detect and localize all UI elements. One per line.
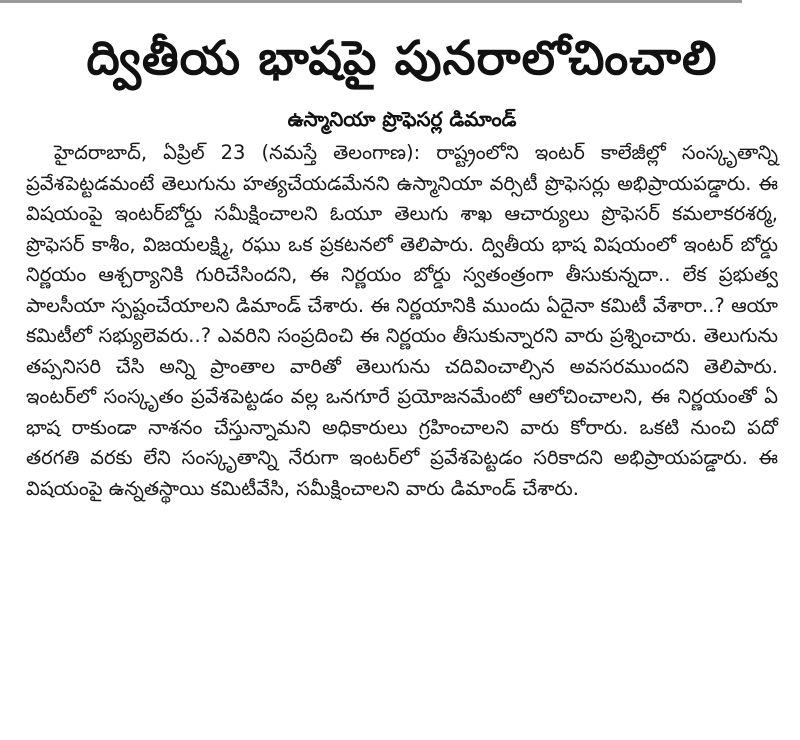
newspaper-clipping xyxy=(22,22,782,722)
article-subheadline: ఉస్మానియా ప్రొఫెసర్ల డిమాండ్ xyxy=(287,107,517,131)
article-body: హైదరాబాద్, ఏప్రిల్ 23 (నమస్తే తెలంగాణ): రాష్ట్రంలోని ఇంటర్ కాలేజీల్లో సంస్కృతాన్ని ప్రవేశపెట్టడమంటే తెలుగును హత్యచేయడమేనని ఉస్మానియా వర్సిటీ ప్రొఫెసర్లు అభిప్రాయపడ్డారు. ఈ విషయంపై ఇంటర్‌బోర్డు సమీక్షించాలని ఓయూ తెలుగు శాఖ ఆచార్యులు ప్రొఫెసర్ కమలాకరశర్మ, ప్రొఫెసర్ కాశీం, విజయలక్ష్మి, రఘు ఒక ప్రకటనలో తెలిపారు. ద్వితీయ భాష విషయంలో ఇంటర్ బోర్డు నిర్ణయం ఆశ్చర్యానికి గురిచేసిందని, ఈ నిర్ణయం బోర్డు స్వతంత్రంగా తీసుకున్నదా.. లేక ప్రభుత్వ పాలసీయా స్పష్టంచేయాలని డిమాండ్ చేశారు. ఈ నిర్ణయానికి ముందు ఏదైనా కమిటీ వేశారా..? ఆయా కమిటీలో సభ్యులెవరు..? ఎవరిని సంప్రదించి ఈ నిర్ణయం తీసుకున్నారని వారు ప్రశ్నించారు. తెలుగును తప్పనిసరి చేసి అన్ని ప్రాంతాల వారితో తెలుగును చదివించాల్సిన అవసరముందని తెలిపారు. ఇంటర్‌లో సంస్కృతం ప్రవేశపెట్టడం వల్ల ఒనగూరే ప్రయోజనమేంటో ఆలోచించాలని, ఈ నిర్ణయంతో ఏ భాష రాకుండా నాశనం చేస్తున్నామని అధికారులు గ్రహించాలని వారు కోరారు. ఒకటి నుంచి పదో తరగతి వరకు లేని సంస్కృతాన్ని నేరుగా ఇంటర్‌లో ప్రవేశపెట్టడం సరికాదని అభిప్రాయపడ్డారు. ఈ విషయంపై ఉన్నతస్థాయి కమిటీవేసి, సమీక్షించాలని వారు డిమాండ్ చేశారు. xyxy=(26,141,778,500)
article-headline: ద్వితీయ భాషపై పునరాలోచించాలి xyxy=(86,31,718,86)
top-divider xyxy=(0,0,742,3)
